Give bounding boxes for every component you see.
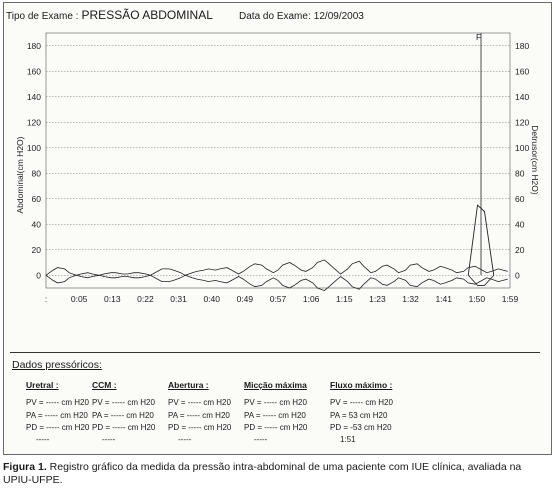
- y-tick-left-140: 140: [26, 91, 41, 102]
- x-tick-2: 0:13: [104, 294, 121, 304]
- data-column-1: [26, 379, 89, 446]
- y-tick-right-180: 180: [515, 40, 530, 51]
- data-column-3: [168, 379, 231, 446]
- data-row: PA = ----- cm H20: [92, 410, 154, 420]
- data-column-2: [92, 379, 155, 446]
- section-divider: [10, 352, 540, 353]
- y-tick-right-60: 60: [515, 193, 525, 204]
- caption-text: Registro gráfico da medida da pressão intra-abdominal de uma paciente com IUE clínica, avaliada na UPIU-UFPE.: [3, 461, 522, 486]
- y-tick-right-40: 40: [515, 219, 525, 230]
- data-row-extra: -----: [254, 435, 268, 445]
- x-tick-10: 1:23: [369, 294, 386, 304]
- data-row: PD = ----- cm H20: [26, 422, 90, 432]
- y-tick-right-0: 0: [515, 270, 520, 281]
- y-tick-right-120: 120: [515, 117, 530, 128]
- y-tick-left-0: 0: [36, 270, 41, 281]
- data-row-extra: 1:51: [340, 435, 356, 445]
- dados-title: Dados pressóricos:: [12, 359, 102, 371]
- y-axis-title-left: Abdominal(cm H2O): [15, 136, 25, 214]
- grid-lines: [46, 46, 510, 276]
- data-row: PD = ----- cm H20: [168, 422, 232, 432]
- y-axis-title-right: Detrusor(cm H2O): [530, 125, 540, 195]
- data-row: PV = ----- cm H20: [330, 398, 393, 408]
- caption-label: Figura 1.: [3, 461, 47, 473]
- y-tick-right-80: 80: [515, 168, 525, 179]
- y-tick-right-20: 20: [515, 244, 525, 255]
- series-line-1: [46, 260, 508, 275]
- data-row: PA = 53 cm H20: [330, 410, 388, 420]
- x-tick-labels: [45, 294, 519, 304]
- data-column-heading: Micção máxima: [244, 380, 307, 390]
- exam-date-label: Data do Exame:: [239, 11, 311, 22]
- x-tick-11: 1:32: [402, 294, 419, 304]
- data-column-heading: CCM :: [92, 380, 117, 390]
- fluxo-spike: [468, 33, 494, 285]
- y-tick-labels-left: [27, 41, 41, 281]
- data-row: PV = ----- cm H20: [244, 398, 307, 408]
- y-tick-left-120: 120: [26, 117, 41, 128]
- exam-type-label: Tipo de Exame :: [6, 11, 79, 22]
- data-row: PD = -53 cm H20: [330, 422, 392, 432]
- y-tick-left-100: 100: [26, 142, 41, 153]
- f-marker-label: F: [476, 32, 482, 42]
- y-tick-left-60: 60: [31, 193, 41, 204]
- data-row: PA = ----- cm H20: [26, 410, 88, 420]
- x-tick-13: 1:50: [468, 294, 486, 304]
- y-tick-left-180: 180: [26, 40, 41, 51]
- data-row: PA = ----- cm H20: [244, 410, 306, 420]
- data-row: PD = ----- cm H20: [244, 422, 308, 432]
- x-tick-4: 0:31: [170, 294, 187, 304]
- data-row: PA = ----- cm H20: [168, 410, 230, 420]
- x-tick-8: 1:06: [302, 294, 320, 304]
- x-tick-14: 1:59: [501, 294, 519, 304]
- data-row: PV = ----- cm H20: [92, 398, 155, 408]
- data-row-extra: -----: [36, 435, 50, 445]
- data-row: PD = ----- cm H20: [92, 422, 156, 432]
- data-column-heading: Fluxo máximo :: [330, 380, 393, 390]
- x-tick-5: 0:40: [203, 294, 220, 304]
- figure-caption: [3, 461, 552, 487]
- x-tick-7: 0:57: [269, 294, 287, 304]
- exam-date-value: 12/09/2003: [313, 11, 364, 22]
- x-tick-1: 0:05: [70, 294, 88, 304]
- series-line-2: [46, 275, 508, 290]
- x-tick-6: 0:49: [236, 294, 254, 304]
- y-tick-left-40: 40: [31, 219, 41, 230]
- data-column-heading: Abertura :: [168, 380, 209, 390]
- data-column-5: [330, 379, 393, 446]
- x-tick-9: 1:15: [336, 294, 353, 304]
- y-tick-left-160: 160: [26, 66, 41, 77]
- y-tick-right-140: 140: [515, 91, 530, 102]
- data-row-extra: -----: [102, 435, 116, 445]
- data-column-heading: Uretral :: [26, 380, 59, 390]
- data-row: PV = ----- cm H20: [26, 398, 89, 408]
- y-tick-left-80: 80: [31, 168, 41, 179]
- x-tick-12: 1:41: [435, 294, 452, 304]
- data-row: PV = ----- cm H20: [168, 398, 231, 408]
- x-tick-0: :: [44, 294, 48, 304]
- y-tick-left-20: 20: [31, 244, 41, 255]
- exam-type-value: PRESSÃO ABDOMINAL: [81, 8, 213, 22]
- y-tick-right-100: 100: [515, 142, 530, 153]
- data-column-4: [244, 379, 307, 446]
- y-tick-labels-right: [515, 41, 529, 281]
- data-row-extra: -----: [178, 435, 192, 445]
- y-tick-right-160: 160: [515, 66, 530, 77]
- x-tick-3: 0:22: [137, 294, 154, 304]
